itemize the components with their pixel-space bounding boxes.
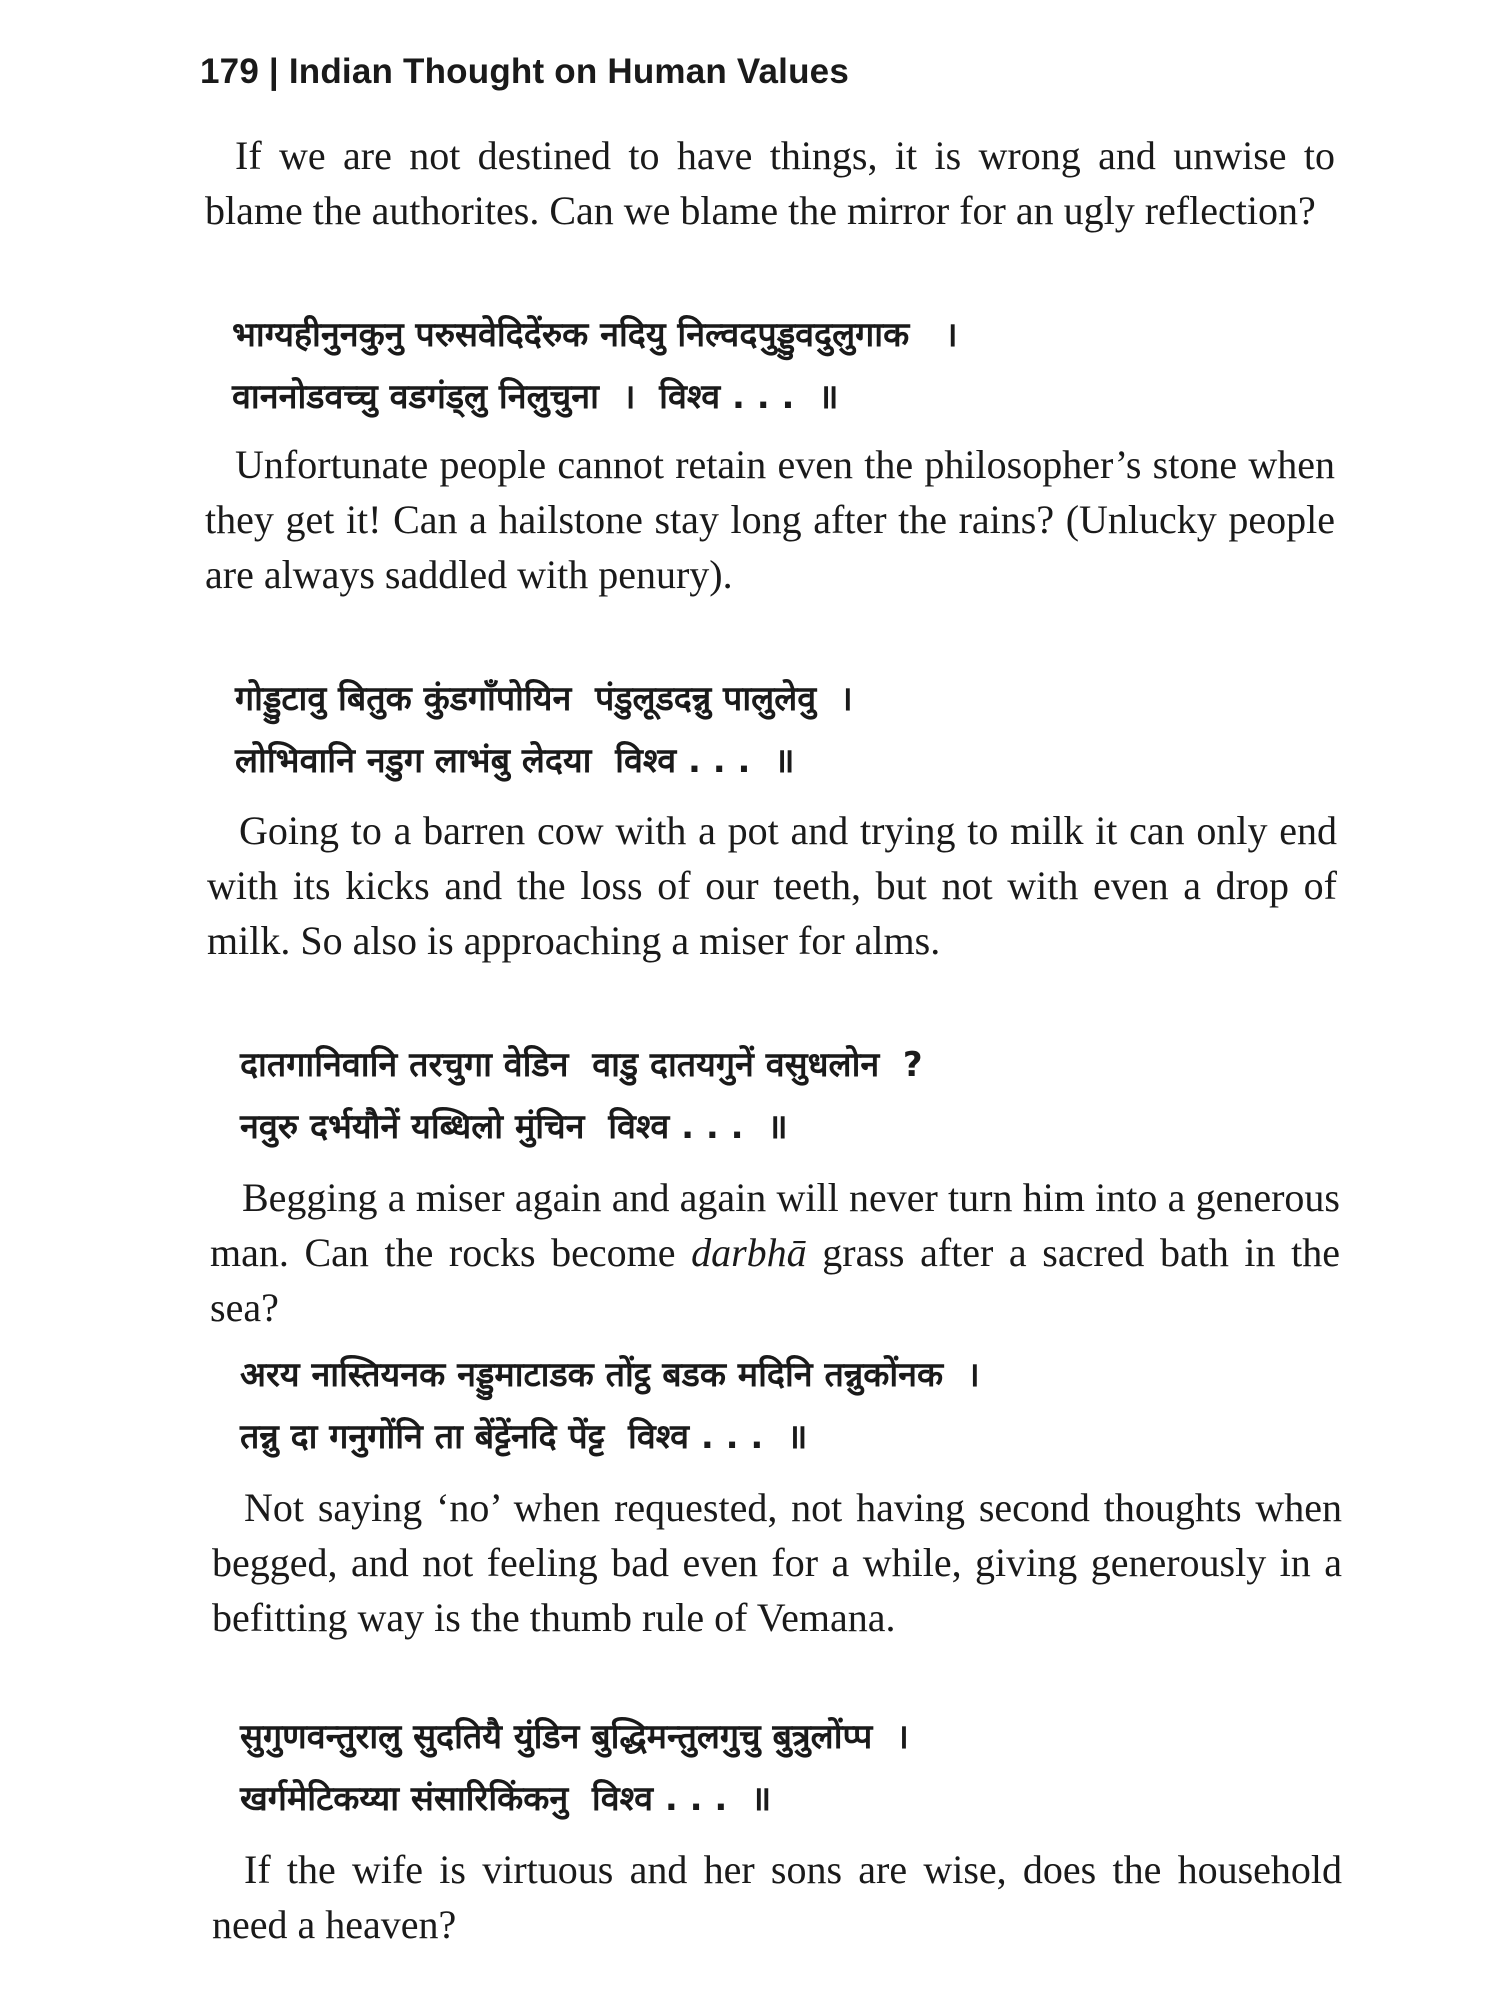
paragraph-text: Not saying ‘no’ when requested, not having second thoughts when begged, and not feeling bad even for a while, giving generously in a befitting way is the thumb rule of Vemana.: [212, 1485, 1342, 1640]
paragraph-text-part: grass after a sacred bath in the sea?: [210, 1230, 1340, 1330]
paragraph-text: Unfortunate people cannot retain even the philosopher’s stone when they get it! Can a hailstone stay long after the rains? (Unlucky people are always saddled with penury).: [205, 442, 1335, 597]
verse: [240, 1034, 923, 1158]
italic-term: darbhā: [691, 1230, 807, 1275]
verse-line: खर्गमेटिकय्या संसारिकिंकनु विश्व . . . ॥: [240, 1779, 772, 1819]
verse-line: गोड्डुटावु बितुक कुंडगाँपोयिन पंडुलूडदन्नु पालुलेवु ।: [235, 679, 853, 719]
verse-line: तन्नु दा गनुगोंनि ता बेंट्टेंनदि पेंट्ट विश्व . . . ॥: [240, 1417, 808, 1457]
verse: [235, 668, 853, 792]
paragraph-text-part: Begging a miser again and again will never turn him into a generous man. Can the rocks become: [210, 1175, 1340, 1275]
verse-line: भाग्यहीनुनकुनु परुसवेदिदेंरुक नदियु निल्वदपुड्डुवदुलुगाक ।: [232, 315, 958, 355]
verse-line: अरय नास्तियनक नड्डुमाटाडक तोंट्ठ बडक मदिनि तन्नुकोंनक ।: [240, 1355, 980, 1395]
paragraph-text: [210, 1170, 1340, 1335]
verse: [240, 1344, 980, 1468]
running-head: 179 | Indian Thought on Human Values: [200, 52, 850, 91]
paragraph: [207, 803, 1337, 968]
paragraph: [212, 1480, 1342, 1645]
verse-line: दातगानिवानि तरचुगा वेडिन वाडु दातयगुनें वसुधलोन ?: [240, 1045, 923, 1085]
paragraph: [205, 128, 1335, 238]
verse-line: नवुरु दर्भयौनें यब्धिलो मुंचिन विश्व . . . ॥: [240, 1107, 788, 1147]
paragraph-text: If the wife is virtuous and her sons are wise, does the household need a heaven?: [212, 1847, 1342, 1947]
verse-line: सुगुणवन्तुरालु सुदतियै युंडिन बुद्धिमन्तुलगुचु बुत्रुलोंप्प ।: [240, 1717, 909, 1757]
paragraph-text: If we are not destined to have things, it is wrong and unwise to blame the authorites. Can we blame the mirror for an ugly reflection?: [205, 133, 1335, 233]
paragraph: [212, 1842, 1342, 1952]
paragraph: [210, 1170, 1340, 1335]
paragraph: [205, 437, 1335, 602]
verse: [240, 1706, 909, 1830]
verse: [232, 304, 958, 428]
verse-line: वाननोडवच्चु वडगंड्लु निलुचुना । विश्व . . . ॥: [232, 377, 839, 417]
verse-line: लोभिवानि नडुग लाभंबु लेदया विश्व . . . ॥: [235, 741, 795, 781]
paragraph-text: Going to a barren cow with a pot and trying to milk it can only end with its kicks and the loss of our teeth, but not with even a drop of milk. So also is approaching a miser for alms.: [207, 808, 1337, 963]
